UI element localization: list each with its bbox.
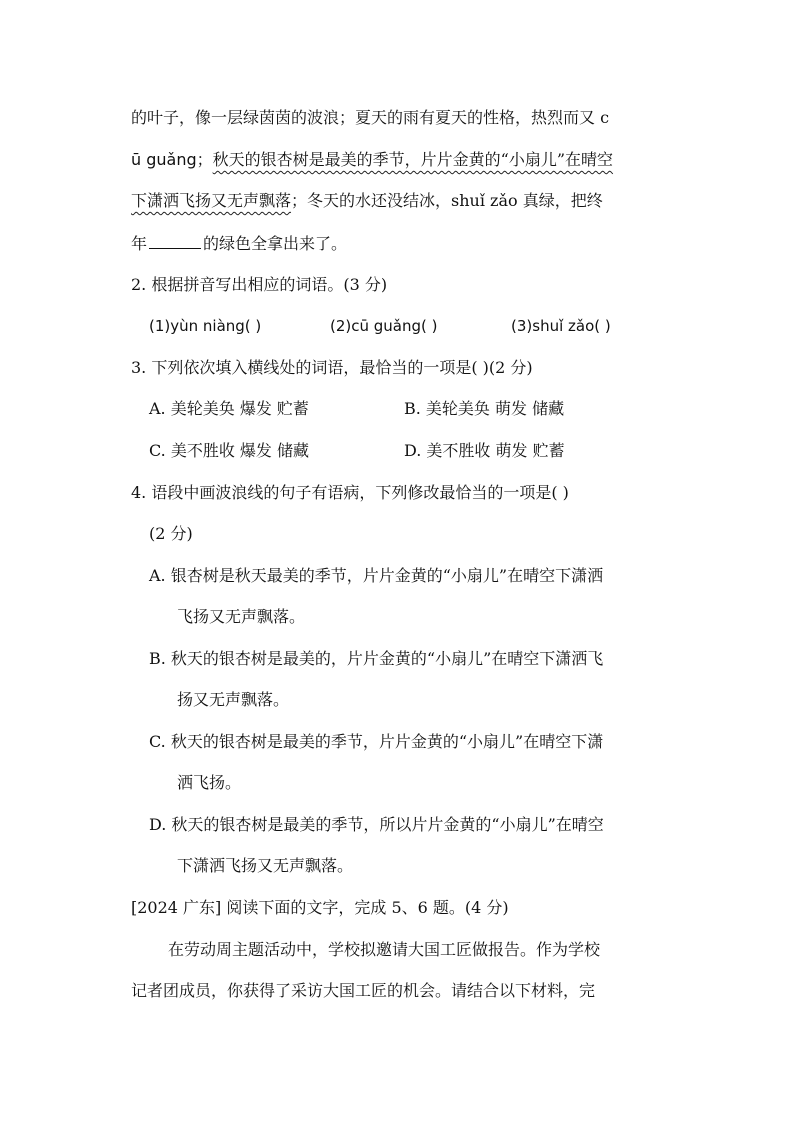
q2-item-1: (1)yùn niàng( ): [149, 317, 262, 335]
q3-option-c: C. 美不胜收 爆发 储藏: [149, 441, 310, 460]
q56-paragraph-line-1: 在劳动周主题活动中，学校拟邀请大国工匠做报告。作为学校: [168, 940, 601, 959]
wavy-sentence-part-1: 秋天的银杏树是最美的季节，片片金黄的“小扇儿”在晴空: [212, 150, 614, 169]
q4-option-b-line-1: B. 秋天的银杏树是最美的，片片金黄的“小扇儿”在晴空下潇洒飞: [149, 649, 604, 668]
passage-pinyin: ū guǎng；: [131, 150, 213, 169]
passage-line-4-pre: 年: [131, 234, 148, 253]
q3-option-b: B. 美轮美奂 萌发 储藏: [404, 399, 565, 418]
q4-score: (2 分): [149, 524, 193, 543]
q4-option-d-line-2: 下潇洒飞扬又无声飘落。: [177, 856, 354, 875]
fill-blank: [149, 232, 201, 249]
passage-line-3-rest: ；冬天的水还没结冰，shuǐ zǎo 真绿，把终: [291, 191, 603, 210]
q2-item-2: (2)cū guǎng( ): [330, 317, 438, 335]
passage-line-1: 的叶子，像一层绿茵茵的波浪；夏天的雨有夏天的性格，热烈而又 c: [131, 108, 610, 127]
q4-stem: 4. 语段中画波浪线的句子有语病，下列修改最恰当的一项是( ): [131, 483, 569, 502]
wavy-sentence-part-2: 下潇洒飞扬又无声飘落: [131, 191, 292, 210]
q3-option-a: A. 美轮美奂 爆发 贮蓄: [149, 399, 309, 418]
q4-option-c-line-2: 洒飞扬。: [177, 773, 242, 792]
q56-paragraph-line-2: 记者团成员，你获得了采访大国工匠的机会。请结合以下材料，完: [131, 981, 596, 1000]
q4-option-a-line-1: A. 银杏树是秋天最美的季节，片片金黄的“小扇儿”在晴空下潇洒: [149, 566, 604, 585]
q4-option-b-line-2: 扬又无声飘落。: [177, 690, 290, 709]
q4-option-c-line-1: C. 秋天的银杏树是最美的季节，片片金黄的“小扇儿”在晴空下潇: [149, 732, 604, 751]
passage-line-4: [131, 232, 347, 254]
q2-item-3: (3)shuǐ zǎo( ): [511, 317, 611, 335]
q4-option-a-line-2: 飞扬又无声飘落。: [177, 607, 306, 626]
q2-stem: 2. 根据拼音写出相应的词语。(3 分): [131, 275, 388, 294]
q4-option-d-line-1: D. 秋天的银杏树是最美的季节，所以片片金黄的“小扇儿”在晴空: [149, 815, 604, 834]
passage-line-3: [131, 190, 603, 212]
passage-line-4-post: 的绿色全拿出来了。: [203, 234, 348, 253]
q56-header: [2024 广东] 阅读下面的文字，完成 5、6 题。(4 分): [131, 898, 509, 917]
q3-option-d: D. 美不胜收 萌发 贮蓄: [404, 441, 565, 460]
passage-line-2: [131, 149, 613, 171]
q3-stem: 3. 下列依次填入横线处的词语，最恰当的一项是( )(2 分): [131, 358, 533, 377]
